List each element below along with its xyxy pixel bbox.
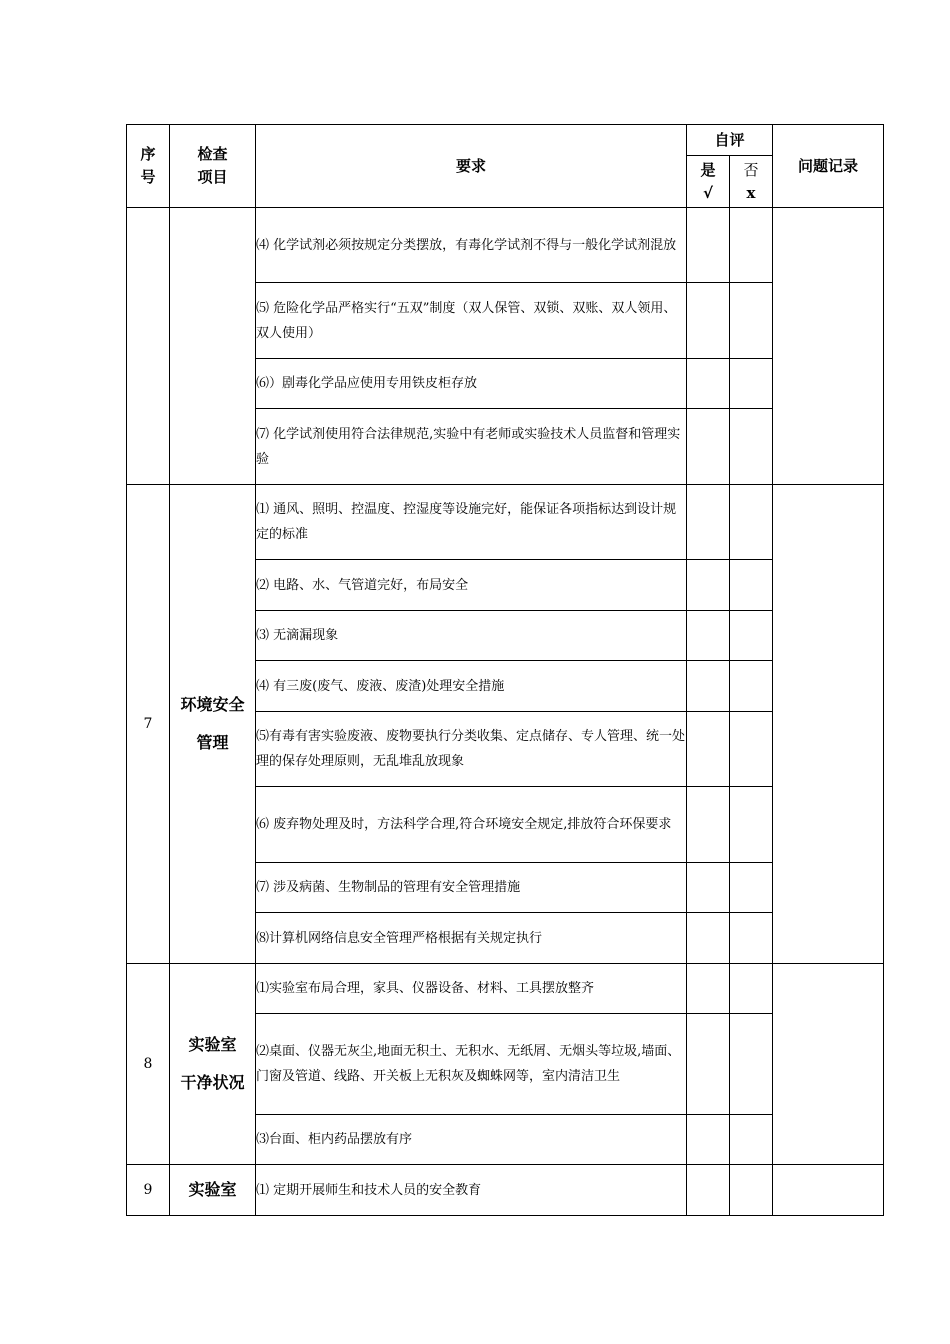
section-item bbox=[170, 485, 256, 964]
header-no bbox=[730, 156, 773, 208]
requirement-text: ⑸有毒有害实验废液、废物要执行分类收集、定点储存、专人管理、统一处理的保存处理原则，无乱堆乱放现象 bbox=[256, 712, 687, 787]
no-cell[interactable] bbox=[730, 1165, 773, 1216]
section-seq: 9 bbox=[127, 1165, 170, 1216]
section-item-line1: 实验室 bbox=[188, 1035, 237, 1054]
header-seq bbox=[127, 125, 170, 208]
no-cell[interactable] bbox=[730, 964, 773, 1014]
no-cell[interactable] bbox=[730, 283, 773, 359]
section-item-line1: 环境安全 bbox=[180, 695, 245, 714]
requirement-text: ⑵桌面、仪器无灰尘,地面无积土、无积水、无纸屑、无烟头等垃圾,墙面、门窗及管道、线路、开关板上无积灰及蜘蛛网等，室内清洁卫生 bbox=[256, 1014, 687, 1115]
section-item-line1: 实验室 bbox=[188, 1180, 237, 1199]
header-item-line1: 检查 bbox=[197, 145, 228, 163]
section-seq: 7 bbox=[127, 485, 170, 964]
requirement-text: ⑻计算机网络信息安全管理严格根据有关规定执行 bbox=[256, 913, 687, 964]
no-cell[interactable] bbox=[730, 409, 773, 485]
section-item-line2: 管理 bbox=[196, 733, 229, 752]
no-cell[interactable] bbox=[730, 787, 773, 863]
notes-cell[interactable] bbox=[773, 1165, 884, 1216]
requirement-text: ⑶台面、柜内药品摆放有序 bbox=[256, 1115, 687, 1165]
yes-cell[interactable] bbox=[687, 712, 730, 787]
requirement-text: ⑸ 危险化学品严格实行“五双”制度（双人保管、双锁、双账、双人领用、双人使用） bbox=[256, 283, 687, 359]
requirement-text: ⑺ 化学试剂使用符合法律规范,实验中有老师或实验技术人员监督和管理实验 bbox=[256, 409, 687, 485]
notes-cell[interactable] bbox=[773, 208, 884, 485]
yes-cell[interactable] bbox=[687, 661, 730, 712]
requirement-text: ⑹）剧毒化学品应使用专用铁皮柜存放 bbox=[256, 359, 687, 409]
header-requirement: 要求 bbox=[256, 125, 687, 208]
yes-cell[interactable] bbox=[687, 1014, 730, 1115]
no-cell[interactable] bbox=[730, 712, 773, 787]
yes-cell[interactable] bbox=[687, 787, 730, 863]
section-item-line2: 干净状况 bbox=[180, 1073, 245, 1092]
no-cell[interactable] bbox=[730, 485, 773, 560]
no-cell[interactable] bbox=[730, 1014, 773, 1115]
yes-cell[interactable] bbox=[687, 913, 730, 964]
header-notes: 问题记录 bbox=[773, 125, 884, 208]
yes-cell[interactable] bbox=[687, 485, 730, 560]
header-self-eval: 自评 bbox=[687, 125, 773, 156]
no-cell[interactable] bbox=[730, 611, 773, 661]
header-item-line2: 项目 bbox=[197, 168, 228, 186]
notes-cell[interactable] bbox=[773, 485, 884, 964]
requirement-text: ⑶ 无滴漏现象 bbox=[256, 611, 687, 661]
yes-cell[interactable] bbox=[687, 560, 730, 611]
section-item bbox=[170, 1165, 256, 1216]
no-cell[interactable] bbox=[730, 359, 773, 409]
yes-cell[interactable] bbox=[687, 359, 730, 409]
header-seq-line1: 序 bbox=[140, 145, 156, 163]
inspection-table bbox=[126, 124, 884, 1216]
requirement-text: ⑷ 化学试剂必须按规定分类摆放，有毒化学试剂不得与一般化学试剂混放 bbox=[256, 208, 687, 283]
header-no-line2: x bbox=[746, 183, 756, 202]
section-item bbox=[170, 208, 256, 485]
header-yes bbox=[687, 156, 730, 208]
header-yes-line1: 是 bbox=[700, 160, 716, 179]
notes-cell[interactable] bbox=[773, 964, 884, 1165]
requirement-text: ⑺ 涉及病菌、生物制品的管理有安全管理措施 bbox=[256, 863, 687, 913]
yes-cell[interactable] bbox=[687, 1165, 730, 1216]
no-cell[interactable] bbox=[730, 661, 773, 712]
no-cell[interactable] bbox=[730, 208, 773, 283]
header-item bbox=[170, 125, 256, 208]
section-seq: 8 bbox=[127, 964, 170, 1165]
yes-cell[interactable] bbox=[687, 283, 730, 359]
yes-cell[interactable] bbox=[687, 409, 730, 485]
requirement-text: ⑵ 电路、水、气管道完好，布局安全 bbox=[256, 560, 687, 611]
requirement-text: ⑴实验室布局合理，家具、仪器设备、材料、工具摆放整齐 bbox=[256, 964, 687, 1014]
yes-cell[interactable] bbox=[687, 964, 730, 1014]
yes-cell[interactable] bbox=[687, 1115, 730, 1165]
requirement-text: ⑹ 废弃物处理及时，方法科学合理,符合环境安全规定,排放符合环保要求 bbox=[256, 787, 687, 863]
section-seq bbox=[127, 208, 170, 485]
header-no-line1: 否 bbox=[743, 160, 759, 179]
requirement-text: ⑴ 定期开展师生和技术人员的安全教育 bbox=[256, 1165, 687, 1216]
requirement-text: ⑴ 通风、照明、控温度、控湿度等设施完好，能保证各项指标达到设计规定的标准 bbox=[256, 485, 687, 560]
no-cell[interactable] bbox=[730, 863, 773, 913]
no-cell[interactable] bbox=[730, 913, 773, 964]
no-cell[interactable] bbox=[730, 560, 773, 611]
header-seq-line2: 号 bbox=[140, 168, 156, 186]
header-yes-line2: √ bbox=[702, 183, 713, 202]
yes-cell[interactable] bbox=[687, 611, 730, 661]
section-item bbox=[170, 964, 256, 1165]
yes-cell[interactable] bbox=[687, 863, 730, 913]
no-cell[interactable] bbox=[730, 1115, 773, 1165]
requirement-text: ⑷ 有三废(废气、废液、废渣)处理安全措施 bbox=[256, 661, 687, 712]
yes-cell[interactable] bbox=[687, 208, 730, 283]
